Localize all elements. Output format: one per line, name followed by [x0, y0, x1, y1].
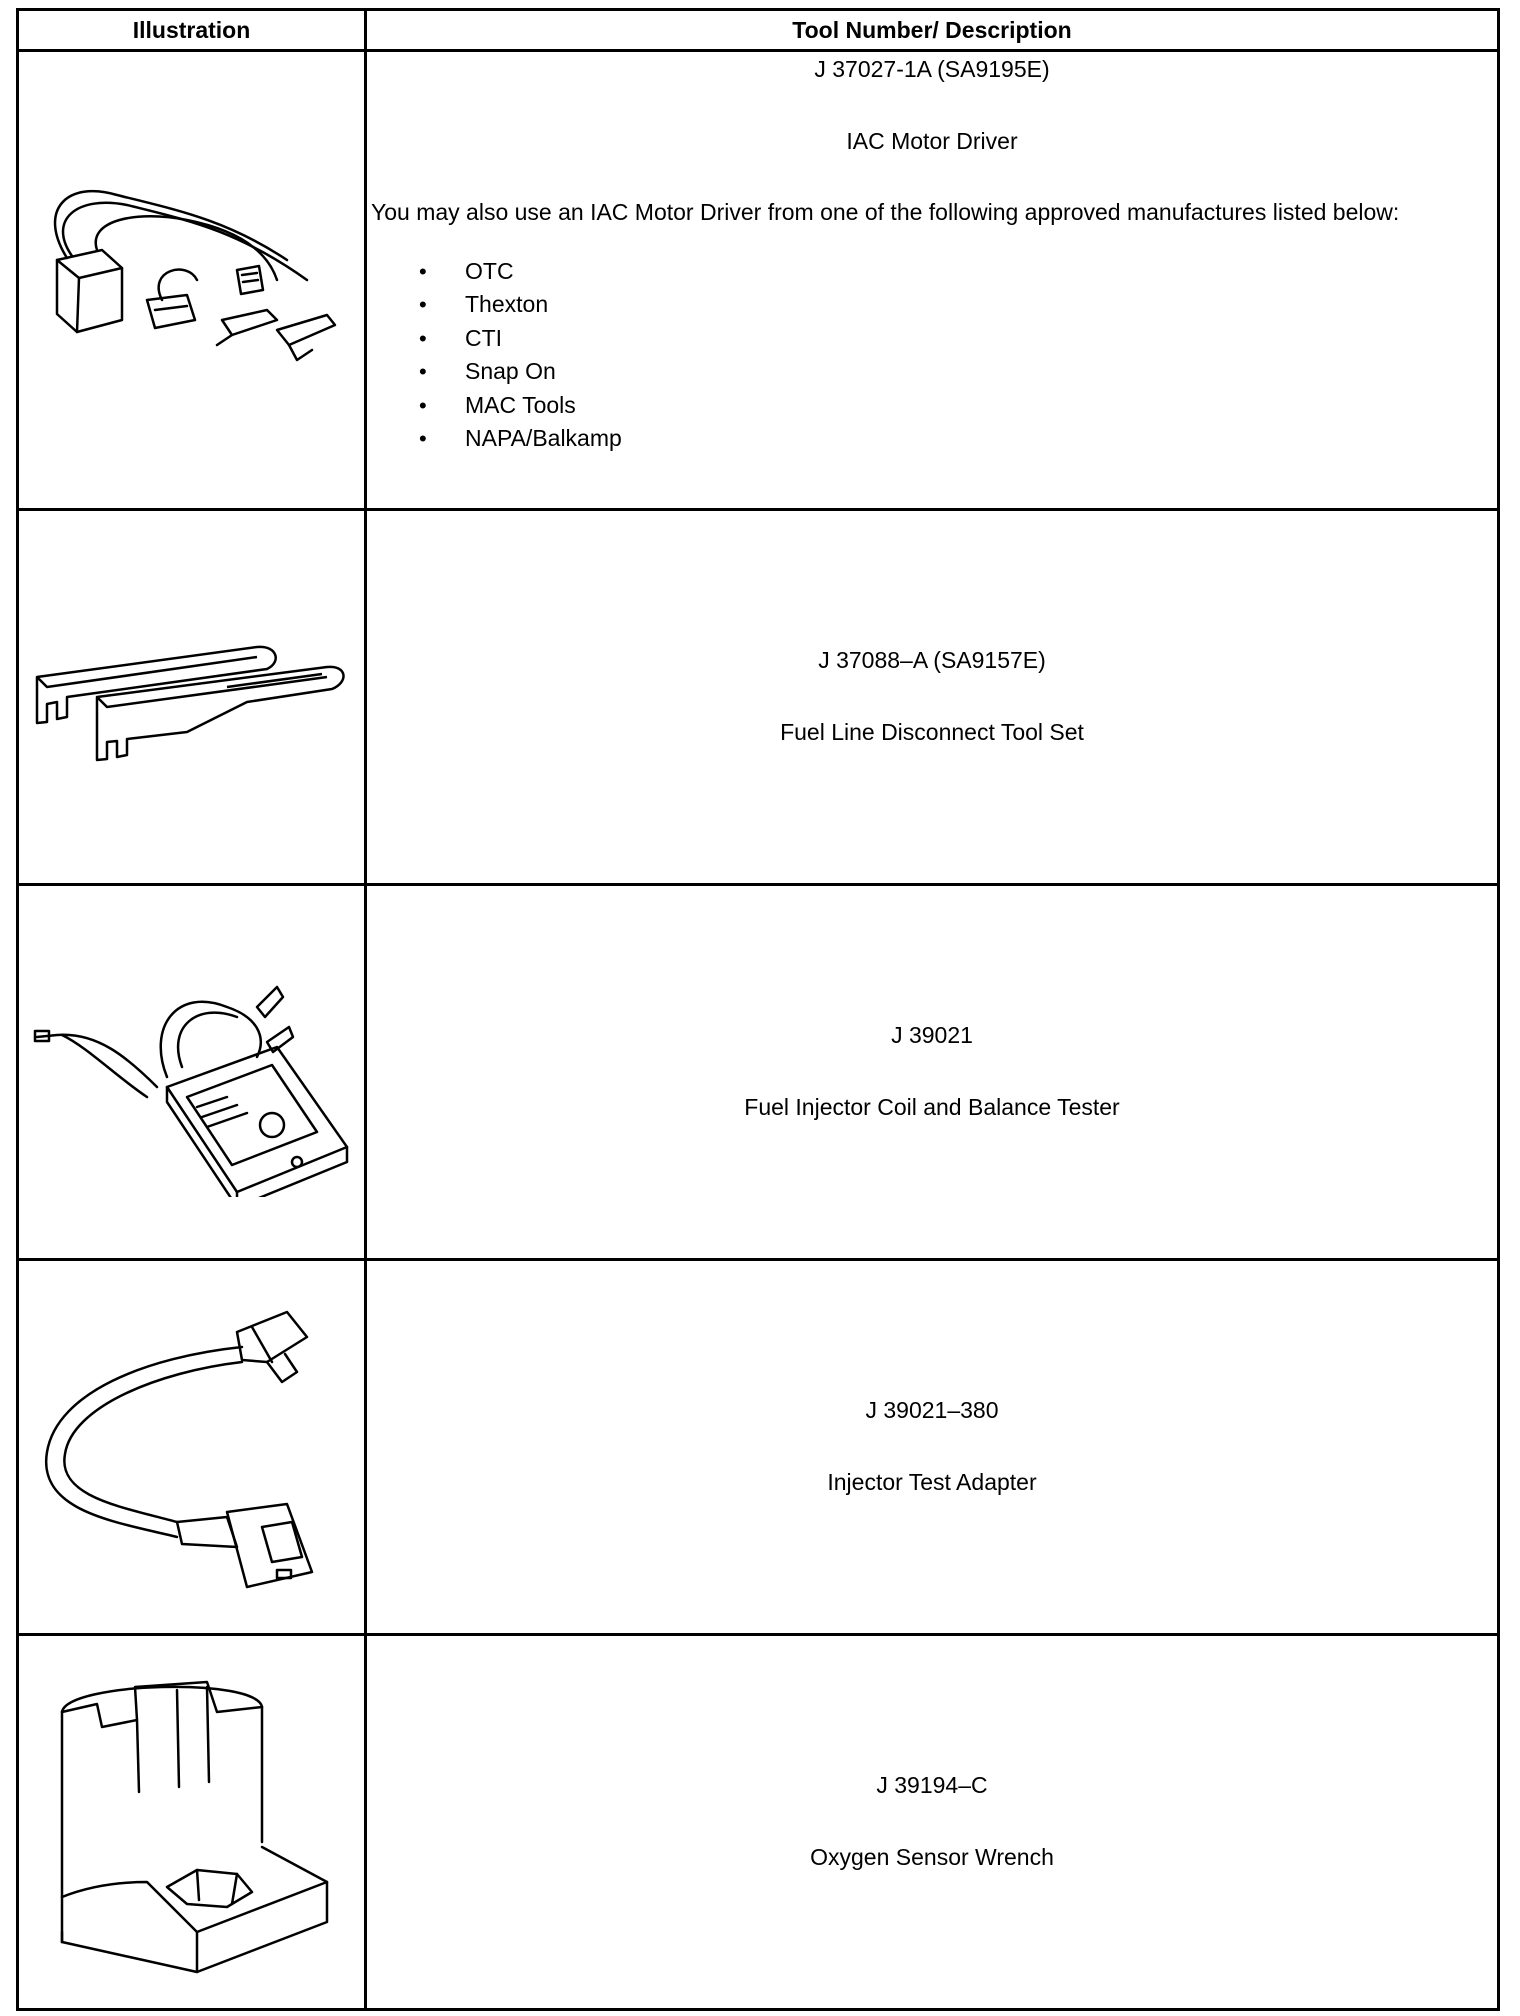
description-cell	[366, 51, 1499, 510]
list-item: • NAPA/Balkamp	[367, 422, 1497, 456]
header-illustration: Illustration	[18, 10, 366, 51]
tool-number: J 39021–380	[865, 1397, 999, 1424]
injector-test-adapter-icon	[27, 1282, 357, 1612]
illustration-cell	[18, 1260, 366, 1635]
list-item: • Snap On	[367, 355, 1497, 389]
illustration-cell	[18, 885, 366, 1260]
description-cell	[366, 1635, 1499, 2010]
tool-description: Oxygen Sensor Wrench	[810, 1844, 1054, 1870]
table-row	[18, 51, 1499, 510]
tool-description: Fuel Line Disconnect Tool Set	[780, 719, 1084, 745]
list-item: • Thexton	[367, 288, 1497, 322]
manufacturer-note: You may also use an IAC Motor Driver from one of the following approved manufactures listed below:	[371, 199, 1400, 226]
table-header-row	[18, 10, 1499, 51]
list-item: • MAC Tools	[367, 389, 1497, 423]
tool-description: Fuel Injector Coil and Balance Tester	[744, 1094, 1120, 1120]
description-cell	[366, 510, 1499, 885]
table-row	[18, 885, 1499, 1260]
tool-description: IAC Motor Driver	[846, 127, 1018, 154]
table-row	[18, 1635, 1499, 2010]
illustration-cell	[18, 1635, 366, 2010]
tool-number: J 37027-1A (SA9195E)	[814, 56, 1050, 82]
description-cell	[366, 1260, 1499, 1635]
list-item: • CTI	[367, 322, 1497, 356]
header-tool-description: Tool Number/ Description	[366, 10, 1499, 51]
tool-number: J 39194–C	[876, 1772, 988, 1799]
tool-description: Injector Test Adapter	[827, 1469, 1037, 1495]
tool-number: J 39021	[891, 1022, 973, 1049]
fuel-line-disconnect-tool-icon	[27, 627, 357, 767]
oxygen-sensor-wrench-icon	[27, 1642, 357, 2002]
table-row	[18, 1260, 1499, 1635]
illustration-cell	[18, 51, 366, 510]
list-item: • OTC	[367, 255, 1497, 289]
fuel-injector-tester-icon	[27, 947, 357, 1197]
table-row	[18, 510, 1499, 885]
tool-number: J 37088–A (SA9157E)	[818, 647, 1046, 674]
description-cell	[366, 885, 1499, 1260]
iac-motor-driver-icon	[27, 150, 357, 410]
special-tools-table	[16, 8, 1500, 2011]
manufacturer-list	[367, 255, 1497, 456]
illustration-cell	[18, 510, 366, 885]
